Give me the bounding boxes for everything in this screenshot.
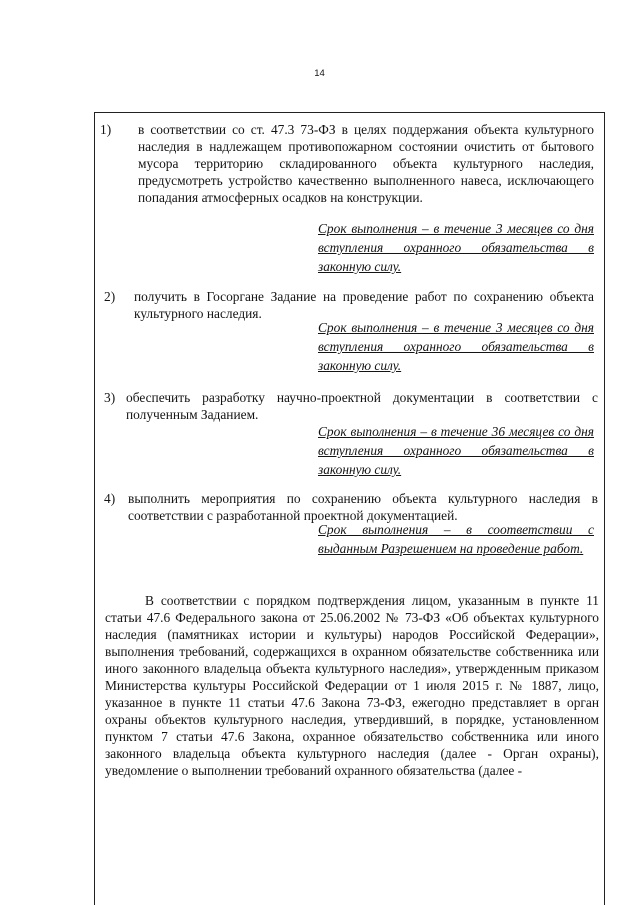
item-deadline: Срок выполнения – в соответствии с выданным Разрешением на проведение работ. [318,522,594,556]
item-text: выполнить мероприятия по сохранению объекта культурного наследия в соответствии с разработанной проектной документацией. [128,491,598,523]
item-deadline: Срок выполнения – в течение 3 месяцев со дня вступления охранного обязательства в законную силу. [318,320,594,373]
item-number: 1) [100,122,112,137]
item-number: 3) [104,390,116,405]
item-text: в соответствии со ст. 47.3 73-ФЗ в целях поддержания объекта культурного наследия в надлежащем противопожарном состоянии очистить от бытового мусора территорию складированного объекта культурного наследия, предусмотреть устройство качественно выполненного навеса, исключающего попадания атмосферных осадков на конструкции. [138,122,594,205]
body-paragraph: В соответствии с порядком подтверждения лицом, указанным в пункте 11 статьи 47.6 Федерального закона от 25.06.2002 № 73-ФЗ «Об объектах культурного наследия (памятниках истории и культуры) народов Российской Федерации», выполнения требований, содержащихся в охранном обязательстве собственника или иного законного владельца объекта культурного наследия», утвержденным приказом Министерства культуры Российской Федерации от 1 июля 2015 г. № 1887, лицо, указанное в пункте 11 статьи 47.6 Закона 73-ФЗ, ежегодно представляет в орган охраны объектов культурного наследия, утвердивший, в порядке, установленном пунктом 7 статьи 47.6 Закона, охранное обязательство собственника или иного законного владельца объекта культурного наследия (далее - Орган охраны), уведомление о выполнении требований охранного обязательства (далее - [105,593,599,778]
item-deadline: Срок выполнения – в течение 36 месяцев со дня вступления охранного обязательства в законную силу. [318,424,594,477]
item-text: обеспечить разработку научно-проектной документации в соответствии с полученным Заданием. [126,390,598,422]
item-number: 2) [104,289,116,304]
item-text: получить в Госоргане Задание на проведение работ по сохранению объекта культурного наследия. [134,289,594,321]
item-number: 4) [104,491,116,506]
item-deadline: Срок выполнения – в течение 3 месяцев со дня вступления охранного обязательства в законную силу. [318,221,594,274]
page-number: 14 [314,68,325,79]
